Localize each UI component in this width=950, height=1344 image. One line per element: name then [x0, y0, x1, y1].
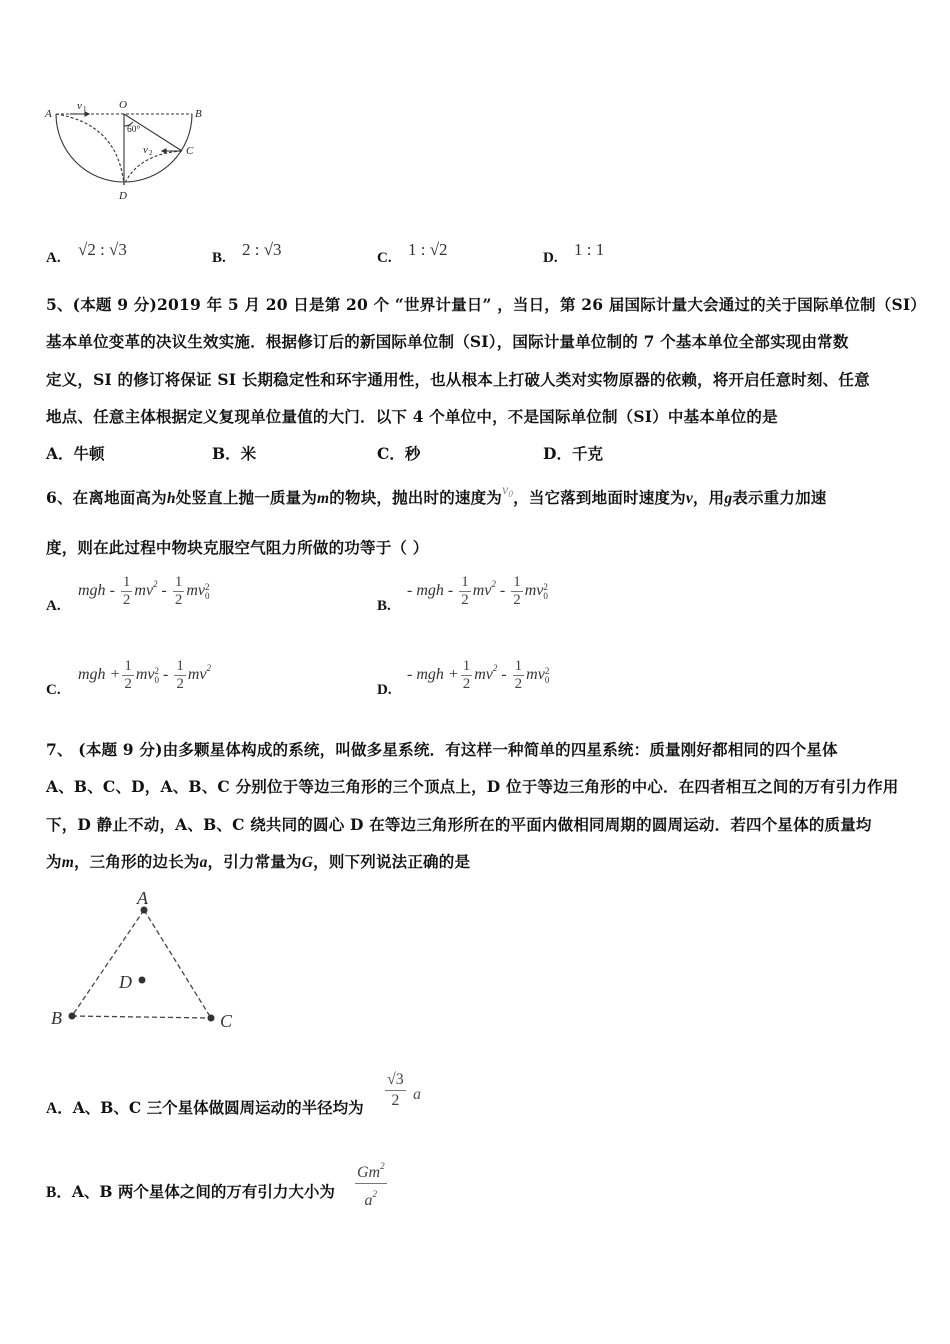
q7-text-line-2: A、B、C、D，A、B、C 分别位于等边三角形的三个顶点上，D 位于等边三角形的中心．在四者相互之间的万有引力作用	[46, 777, 899, 796]
q6-option-d[interactable]: D. - mgh + $\frac{1}{2}$ $mv^2$ - $\frac{1}{2}$ mv 2 0	[377, 658, 550, 698]
q5-options	[46, 442, 746, 462]
label-d: D	[119, 190, 127, 202]
q4-option-a-letter[interactable]: A.	[46, 250, 61, 266]
angle-label: 60°	[127, 125, 141, 135]
q7-text-line-1: 7、 (本题 9 分)由多颗星体构成的系统，叫做多星系统．有这样一种简单的四星系统：质量刚好都相同的四个星体	[46, 740, 838, 759]
q5-option-c[interactable]: C．秒	[377, 444, 421, 463]
q5-option-b[interactable]: B．米	[212, 444, 257, 463]
label-v1: v	[77, 100, 82, 112]
q5-option-d[interactable]: D．千克	[543, 444, 603, 463]
q6-option-c[interactable]: C. mgh + $\frac{1}{2}$ mv 2 0 - $\frac{1}{2}$ $mv^2$	[46, 658, 211, 698]
label-a: A	[45, 108, 52, 120]
q5-text-line-4: 地点、任意主体根据定义复现单位量值的大门．以下 4 个单位中，不是国际单位制（SI）中基本单位的是	[46, 407, 778, 426]
svg-text:2: 2	[149, 149, 153, 157]
q4-option-b-value: 2 : √3	[242, 240, 282, 259]
label-v2: v	[143, 144, 148, 156]
label-c: C	[186, 145, 194, 157]
q4-option-b-letter[interactable]: B.	[212, 250, 226, 266]
q6-option-b-expr: - mgh - $\frac{1}{2}$ $mv^2$ - $\frac{1}{2}$ mv 2 0	[407, 574, 548, 608]
q4-option-d-letter[interactable]: D.	[543, 250, 558, 266]
q5-text-line-2: 基本单位变革的决议生效实施．根据修订后的新国际单位制（SI），国际计量单位制的 7 个基本单位全部实现由常数	[46, 332, 849, 351]
q6-option-a[interactable]: A. mgh - $\frac{1}{2}$ $mv^2$ - $\frac{1}{2}$ mv 2 0	[46, 574, 210, 614]
vertex-b-label: B	[51, 1008, 62, 1028]
center-d-label: D	[119, 972, 132, 992]
q6-option-c-expr: mgh + $\frac{1}{2}$ mv 2 0 - $\frac{1}{2}$ $mv^2$	[78, 658, 211, 692]
svg-text:1: 1	[83, 105, 87, 113]
q6-option-a-expr: mgh - $\frac{1}{2}$ $mv^2$ - $\frac{1}{2}$ mv 2 0	[78, 574, 210, 608]
q5-text-line-1: 5、(本题 9 分)2019 年 5 月 20 日是第 20 个 “世界计量日” ，当日，第 26 届国际计量大会通过的关于国际单位制（SI）	[46, 295, 927, 314]
q6-text-line-1: 6、在离地面高为h处竖直上抛一质量为m的物块，抛出时的速度为$v_0$，当它落到地面时速度为v，用g表示重力加速	[46, 483, 827, 507]
q7-text-line-3: 下，D 静止不动，A、B、C 绕共同的圆心 D 在等边三角形所在的平面内做相同周期的圆周运动．若四个星体的质量均	[46, 815, 872, 834]
q4-option-a-value: √2 : √3	[78, 240, 127, 259]
q4-options	[46, 236, 906, 268]
q7-option-a[interactable]: A．A、B、C 三个星体做圆周运动的半径均为 $\frac{√3}{2}$ a	[46, 1071, 421, 1117]
q6-option-d-expr: - mgh + $\frac{1}{2}$ $mv^2$ - $\frac{1}{2}$ mv 2 0	[407, 658, 550, 692]
q7-text-line-4: 为m，三角形的边长为a，引力常量为G，则下列说法正确的是	[46, 852, 471, 871]
q4-option-c-value: 1 : √2	[408, 240, 448, 259]
vertex-c-label: C	[220, 1011, 233, 1031]
label-o: O	[119, 99, 127, 111]
q4-option-c-letter[interactable]: C.	[377, 250, 392, 266]
q5-option-a[interactable]: A．牛顿	[46, 444, 105, 463]
q7-option-b[interactable]: B．A、B 两个星体之间的万有引力大小为 $\frac{Gm^2}{a^2}$	[46, 1152, 546, 1208]
vertex-a-label: A	[137, 888, 148, 908]
label-b: B	[195, 108, 202, 120]
q5-text-line-3: 定义，SI 的修订将保证 SI 长期稳定性和环宇通用性，也从根本上打破人类对实物原器的依赖，将开启任意时刻、任意	[46, 370, 870, 389]
q6-text-line-2: 度，则在此过程中物块克服空气阻力所做的功等于（ ）	[46, 538, 429, 557]
semicircle-diagram	[40, 96, 215, 208]
q6-option-b[interactable]: B. - mgh - $\frac{1}{2}$ $mv^2$ - $\frac{1}{2}$ mv 2 0	[377, 574, 548, 614]
q4-option-d-value: 1 : 1	[574, 240, 605, 259]
triangle-diagram	[45, 888, 245, 1033]
